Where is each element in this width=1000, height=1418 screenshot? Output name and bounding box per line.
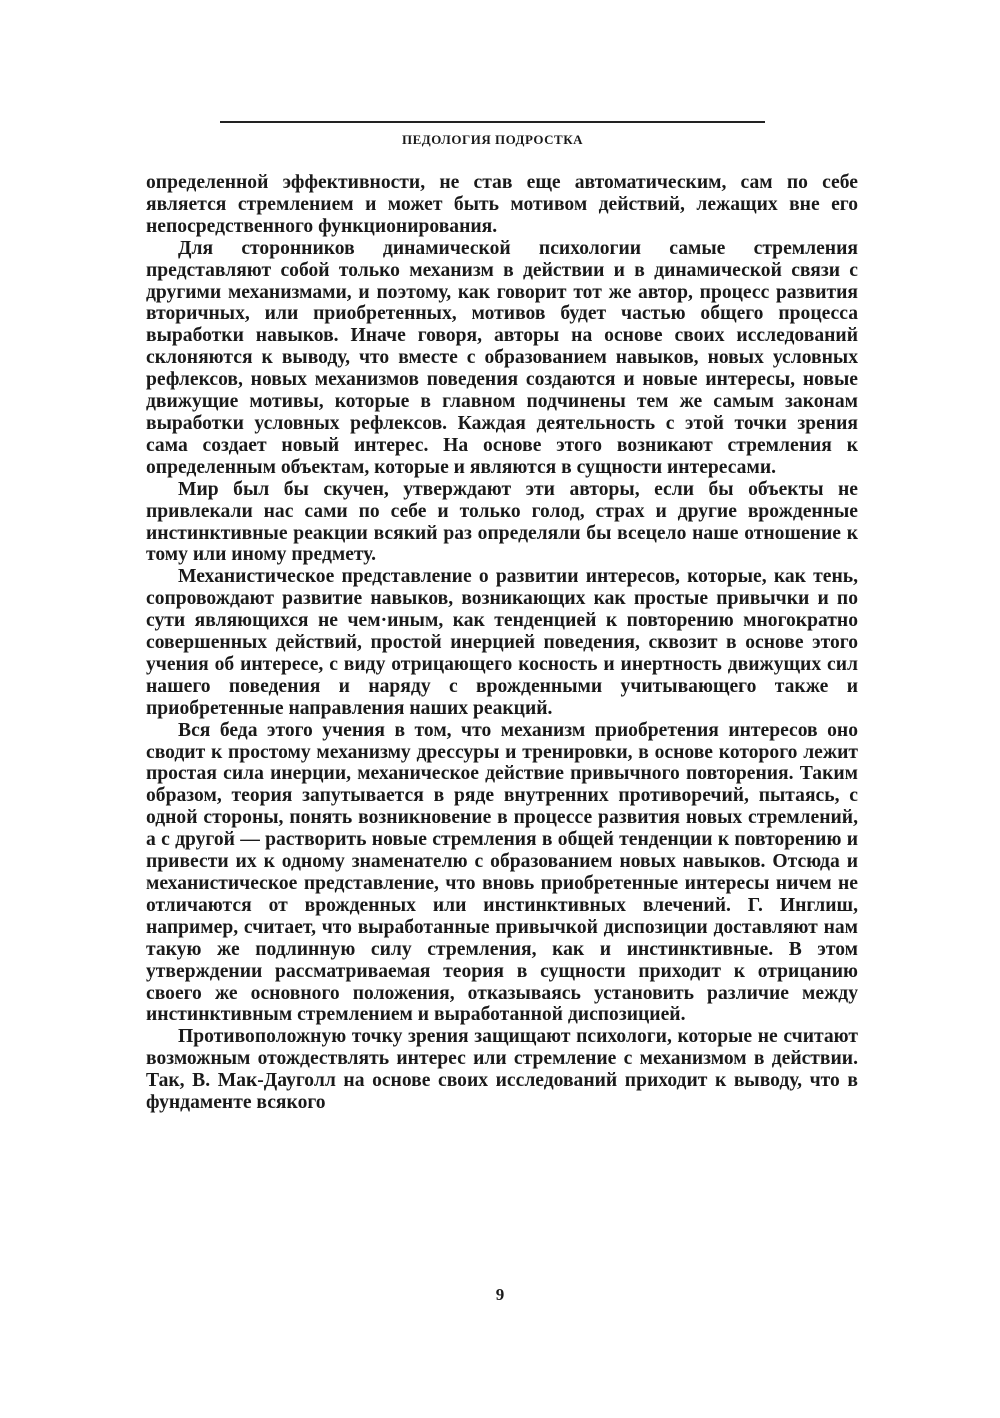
running-head: ПЕДОЛОГИЯ ПОДРОСТКА: [401, 132, 584, 147]
paragraph: Механистическое представление о развитии интересов, которые, как тень, сопровождают развитие навыков, возникающих как простые привычки и по сути являющихся не чем·иным, как тенденцией к повторению многократно совершенных действий, простой инерцией поведения, сквозит в основе этого учения об интересе, с виду отрицающего косность и инертность движущих сил нашего поведения и наряду с врожденными учитывающего также и приобретенные направления наших реакций.: [146, 566, 858, 719]
paragraph: Противоположную точку зрения защищают психологи, которые не считают возможным отождествлять интерес или стремление с механизмом в действии. Так, В. Мак-Дауголл на основе своих исследований приходит к выводу, что в фундаменте всякого: [146, 1026, 858, 1114]
page-number: 9: [495, 1285, 505, 1304]
body-text: [146, 172, 858, 1114]
paragraph-continued: определенной эффективности, не став еще автоматическим, сам по себе является стремлением и может быть мотивом действий, лежащих вне его непосредственного функционирования.: [146, 172, 858, 237]
header-rule: [220, 121, 765, 123]
paragraph: Вся беда этого учения в том, что механизм приобретения интересов оно сводит к простому механизму дрессуры и тренировки, в основе которого лежит простая сила инерции, механическое действие привычного повторения. Таким образом, теория запутывается в ряде внутренних противоречий, пытаясь, с одной стороны, понять возникновение в процессе развития новых стремлений, а с другой — растворить новые стремления в общей тенденции к повторению и привести их к одному знаменателю с образованием новых навыков. Отсюда и механистическое представление, что вновь приобретенные интересы ничем не отличаются от врожденных или инстинктивных влечений. Г. Инглиш, например, считает, что выработанные привычкой диспозиции доставляют нам такую же подлинную силу стремления, как и инстинктивные. В этом утверждении рассматриваемая теория в сущности приходит к отрицанию своего же основного положения, отказываясь установить различие между инстинктивным стремлением и выработанной диспозицией.: [146, 719, 858, 1026]
paragraph: Для сторонников динамической психологии самые стремления представляют собой только механизм в действии и в динамической связи с другими механизмами, и поэтому, как говорит тот же автор, процесс развития вторичных, или приобретенных, мотивов будет частью общего процесса выработки навыков. Иначе говоря, авторы на основе своих исследований склоняются к выводу, что вместе с образованием навыков, новых условных рефлексов, новых механизмов поведения создаются и новые интересы, новые движущие мотивы, которые в главном подчинены тем же самым законам выработки условных рефлексов. Каждая деятельность с этой точки зрения сама создает новый интерес. На основе этого возникают стремления к определенным объектам, которые и являются в сущности интересами.: [146, 237, 858, 478]
paragraph: Мир был бы скучен, утверждают эти авторы, если бы объекты не привлекали нас сами по себе и только голод, страх и другие врожденные инстинктивные реакции всякий раз определяли бы всецело наше отношение к тому или иному предмету.: [146, 478, 858, 566]
